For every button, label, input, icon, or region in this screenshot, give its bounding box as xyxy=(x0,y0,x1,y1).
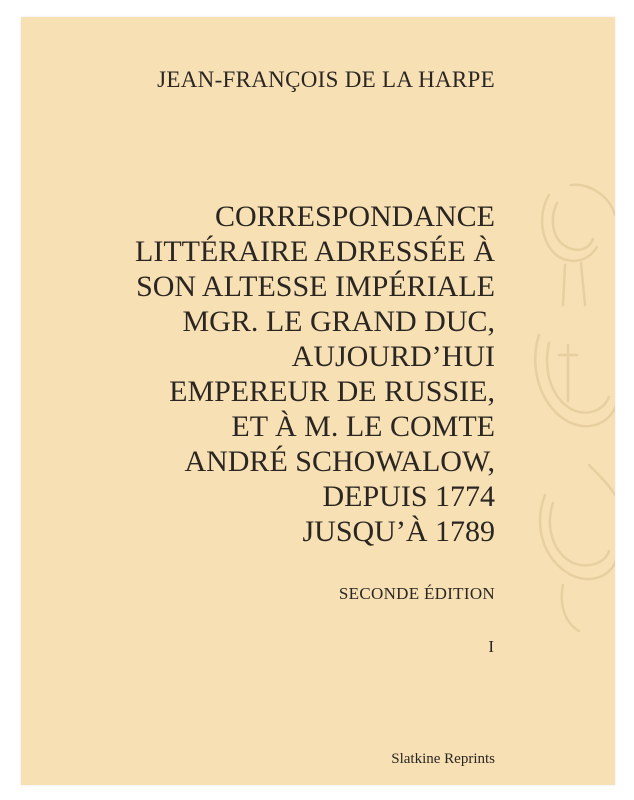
title-line: ET À M. LE COMTE xyxy=(231,410,495,443)
faint-emblem-icon xyxy=(519,165,615,635)
title-line: MGR. LE GRAND DUC, xyxy=(182,305,495,338)
book-title xyxy=(135,199,495,549)
title-line: ANDRÉ SCHOWALOW, xyxy=(184,445,495,478)
title-line: DEPUIS 1774 xyxy=(322,480,495,513)
title-line: CORRESPONDANCE xyxy=(214,200,495,233)
book-cover xyxy=(21,17,615,785)
title-line: SON ALTESSE IMPÉRIALE xyxy=(136,270,495,303)
title-line: EMPEREUR DE RUSSIE, xyxy=(169,375,495,408)
volume-number: I xyxy=(488,637,494,656)
title-line: LITTÉRAIRE ADRESSÉE À xyxy=(135,235,495,268)
edition-label: SECONDE ÉDITION xyxy=(338,584,495,603)
author-name: JEAN-FRANÇOIS DE LA HARPE xyxy=(157,67,495,92)
publisher-name: Slatkine Reprints xyxy=(391,751,495,767)
title-line: AUJOURD’HUI xyxy=(291,340,495,373)
title-line: JUSQU’À 1789 xyxy=(302,515,495,548)
